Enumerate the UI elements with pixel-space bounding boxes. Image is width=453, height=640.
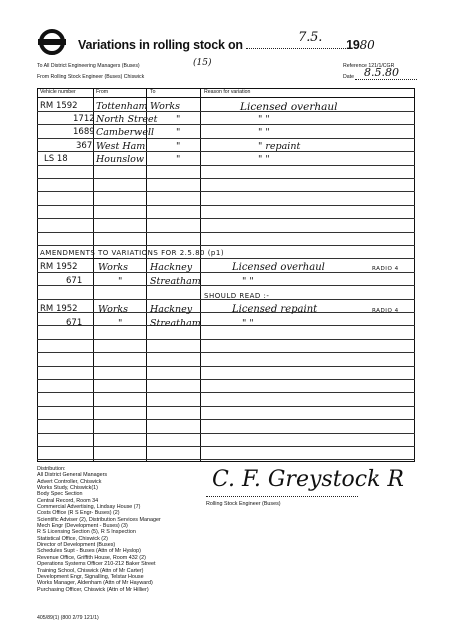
- row-rule: [37, 312, 415, 313]
- row-rule: [37, 151, 415, 152]
- row-1-reason: Licensed overhaul: [240, 101, 338, 113]
- row-5-from: Hounslow: [96, 154, 145, 165]
- corr-2-reason: " ": [242, 318, 254, 329]
- row-3-from: Camberwell: [96, 127, 155, 138]
- row-4-vehicle: 367: [76, 141, 93, 151]
- row-rule: [37, 446, 415, 447]
- corr-2-to: Streatham: [150, 318, 201, 329]
- distribution-item: Statistical Office, Chiswick (2): [37, 535, 108, 542]
- amend-1-from: Works: [98, 262, 129, 273]
- title-date-field: [246, 30, 346, 49]
- row-1-vehicle: RM 1592: [40, 101, 78, 111]
- row-rule: [37, 232, 415, 233]
- row-rule: [37, 352, 415, 353]
- corr-1-reason: Licensed repaint: [232, 304, 318, 315]
- row-rule: [37, 165, 415, 166]
- row-rule: [37, 406, 415, 407]
- amend-2-reason: " ": [242, 276, 254, 287]
- title-date-hand: 7.5.: [298, 30, 323, 45]
- amend-1-to: Hackney: [150, 262, 193, 273]
- corr-1-from: Works: [98, 304, 129, 315]
- should-read-label: SHOULD READ :-: [204, 292, 270, 300]
- row-3-reason: " ": [258, 127, 270, 138]
- title-year-hand: 80: [359, 38, 375, 52]
- row-rule: [37, 191, 415, 192]
- amendments-heading: AMENDMENTS TO VARIATIONS FOR 2.5.80 (p1): [40, 249, 225, 257]
- row-rule: [37, 366, 415, 367]
- row-rule: [37, 433, 415, 434]
- row-2-reason: " ": [258, 114, 270, 125]
- col-header-reason: Reason for variation: [204, 89, 251, 95]
- corr-1-note: RADIO 4: [372, 308, 399, 314]
- sequence-number: (15): [193, 58, 212, 68]
- form-code: 405/89(1) (800 2/79 121/1): [37, 615, 99, 621]
- row-2-to: ": [176, 114, 181, 125]
- row-rule: [37, 178, 415, 179]
- distribution-item: Costs Office (R S Engr- Buses) (2): [37, 510, 120, 517]
- title-prefix: Variations in rolling stock on: [78, 38, 243, 52]
- distribution-item: Works Manager, Aldenham (Attn of Mr Hayward): [37, 580, 153, 587]
- distribution-item: Revenue Office, Griffith House, Room 432 (2): [37, 554, 146, 561]
- distribution-item: Purchasing Officer, Chiswick (Attn of Mr Hillier): [37, 586, 149, 593]
- distribution-list: [37, 466, 161, 593]
- row-rule: [37, 205, 415, 206]
- date-label: Date: [343, 74, 354, 80]
- distribution-item: Commercial Advertising, Lindsay House (7): [37, 504, 141, 511]
- distribution-item: Director of Development (Buses): [37, 542, 116, 549]
- roundel-logo-icon: [38, 28, 66, 56]
- row-2-vehicle: 1712: [73, 114, 95, 124]
- corr-1-to: Hackney: [150, 304, 193, 315]
- amendments-underline: [40, 258, 118, 259]
- row-rule: [37, 218, 415, 219]
- from-line: From Rolling Stock Engineer (Buses) Chiswick: [37, 74, 145, 80]
- distribution-item: Schedules Supt - Buses (Attn of Mr Hyslop): [37, 548, 141, 555]
- row-rule: [37, 379, 415, 380]
- corr-1-vehicle: RM 1952: [40, 304, 78, 314]
- distribution-item: All District General Managers: [37, 472, 108, 479]
- distribution-item: Operations Systems Officer 210-212 Baker Street: [37, 561, 156, 568]
- date-underline: [355, 79, 417, 80]
- row-1-from: Tottenham: [96, 101, 148, 112]
- col-header-to: To: [150, 89, 156, 95]
- row-3-vehicle: 1689: [73, 127, 95, 137]
- signature-line: [206, 496, 358, 497]
- amend-2-from: ": [118, 276, 123, 287]
- distribution-item: Development Engr, Signalling, Telstar House: [37, 573, 144, 580]
- date-value: 8.5.80: [364, 66, 399, 79]
- row-rule: [37, 272, 415, 273]
- signature-handwriting: C. F. Greystock R: [212, 467, 404, 492]
- row-rule: [37, 419, 415, 420]
- corr-2-vehicle: 671: [66, 318, 83, 328]
- amend-2-vehicle: 671: [66, 276, 83, 286]
- distribution-item: Scientific Adviser (2), Distribution Services Manager: [37, 516, 161, 523]
- row-rule: [37, 392, 415, 393]
- row-3-to: ": [176, 127, 181, 138]
- row-5-reason: " ": [258, 154, 270, 165]
- to-line: To All District Engineering Managers (Buses): [37, 63, 140, 69]
- amend-2-to: Streatham: [150, 276, 201, 287]
- row-rule: [37, 459, 415, 460]
- signature-title: Rolling Stock Engineer (Buses): [206, 501, 281, 507]
- distribution-item: Works Study, Chiswick(1): [37, 485, 98, 492]
- row-4-from: West Ham: [96, 141, 146, 152]
- title-year-prefix: 19: [346, 38, 360, 52]
- row-4-to: ": [176, 141, 181, 152]
- amend-1-note: RADIO 4: [372, 266, 399, 272]
- distribution-item: Body Spec Section: [37, 491, 83, 498]
- distribution-item: Training School, Chiswick (Attn of Mr Carter): [37, 567, 144, 574]
- col-header-from: From: [96, 89, 109, 95]
- amend-1-vehicle: RM 1952: [40, 262, 78, 272]
- distribution-item: Advert Controller, Chiswick: [37, 478, 102, 485]
- distribution-item: Mech Engr (Development - Buses) (3): [37, 523, 128, 530]
- row-rule: [37, 339, 415, 340]
- reference-label: Reference 121/1/CGR: [343, 63, 395, 69]
- amend-1-reason: Licensed overhaul: [232, 262, 325, 273]
- row-rule: [37, 111, 415, 112]
- row-5-to: ": [176, 154, 181, 165]
- distribution-heading: Distribution:: [37, 466, 66, 472]
- form-title: [78, 30, 375, 52]
- row-rule: [37, 245, 415, 246]
- distribution-item: R S Licensing Section (5), R S Inspection: [37, 529, 136, 536]
- corr-2-from: ": [118, 318, 123, 329]
- row-rule: [37, 138, 415, 139]
- row-rule: [37, 124, 415, 125]
- row-1-to: Works: [150, 101, 181, 112]
- row-rule: [37, 325, 415, 326]
- row-2-from: North Street: [96, 114, 158, 125]
- row-4-reason: " repaint: [258, 141, 301, 152]
- row-5-vehicle: LS 18: [44, 154, 68, 164]
- col-header-vehicle: Vehicle number: [40, 89, 76, 95]
- distribution-item: Central Record, Room 34: [37, 497, 99, 504]
- row-rule: [37, 285, 415, 286]
